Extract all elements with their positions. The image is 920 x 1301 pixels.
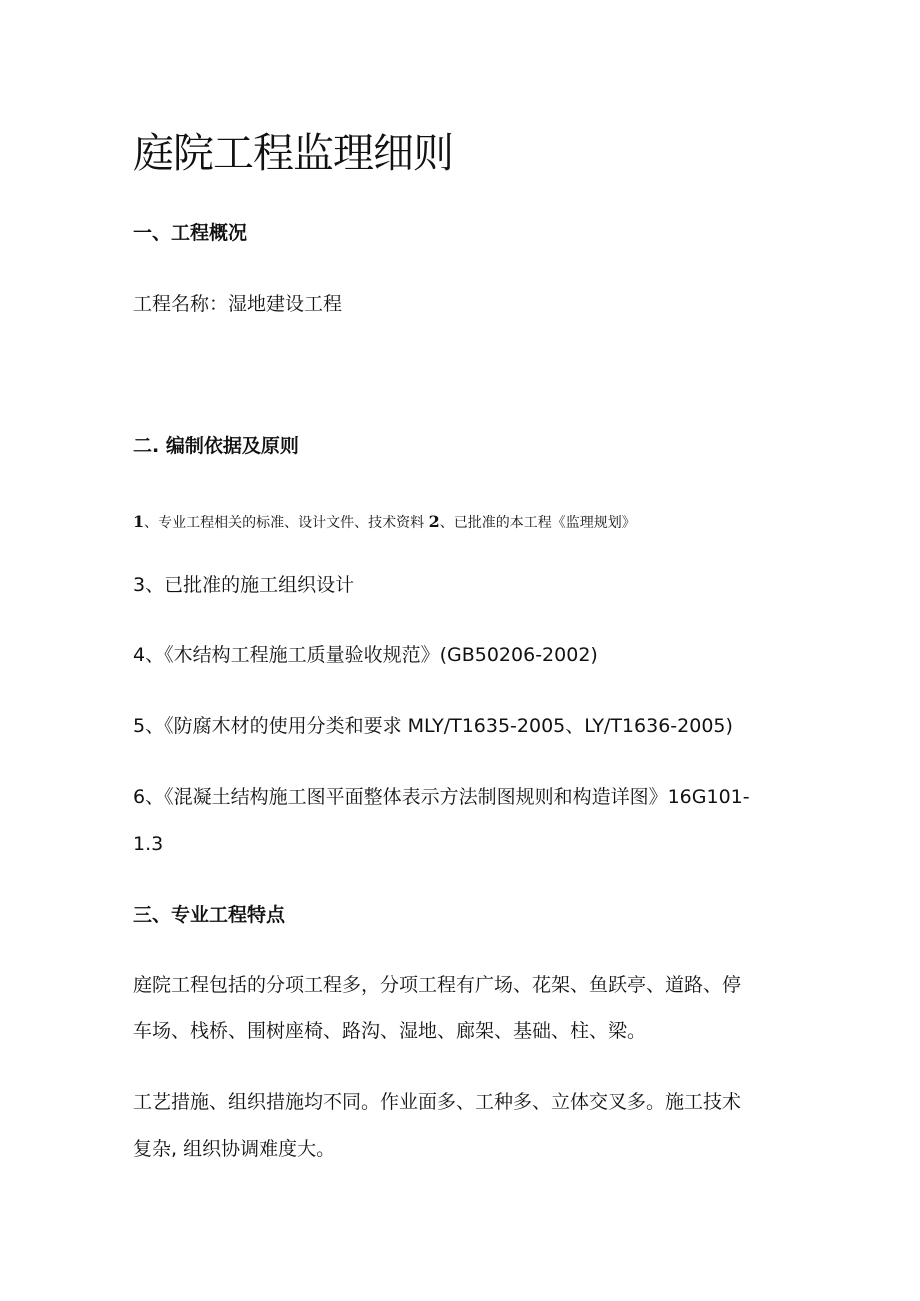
basis-item-3: 3、已批准的施工组织设计 [133,574,355,596]
item-2-number: 2 [428,512,440,531]
basis-item-4: 4、《木结构工程施工质量验收规范》(GB50206-2002) [133,644,598,666]
section-1-heading: 一、工程概况 [133,222,248,244]
document-title: 庭院工程监理细则 [133,129,453,177]
features-paragraph-2-line-1: 工艺措施、组织措施均不同。作业面多、工种多、立体交叉多。施工技术 [133,1091,742,1113]
item-1-number: 1 [133,512,145,531]
basis-item-6-line-1: 6、《混凝土结构施工图平面整体表示方法制图规则和构造详图》16G101- [133,786,750,808]
section-3-heading: 三、专业工程特点 [133,904,286,926]
section-2-heading: 二. 编制依据及原则 [133,435,299,457]
basis-item-6-line-2: 1.3 [133,833,164,855]
basis-item-5: 5、《防腐木材的使用分类和要求 MLY/T1635-2005、LY/T1636-2005) [133,715,733,737]
item-2-text: 、已批准的本工程《监理规划》 [439,515,636,531]
features-paragraph-1-line-1: 庭院工程包括的分项工程多，分项工程有广场、花架、鱼跃亭、道路、停 [133,974,742,996]
features-paragraph-1-line-2: 车场、栈桥、围树座椅、路沟、湿地、廊架、基础、柱、梁。 [133,1020,647,1042]
features-paragraph-2-line-2: 复杂, 组织协调难度大。 [133,1138,336,1160]
basis-items-1-2 [133,514,636,530]
item-1-text: 、专业工程相关的标准、设计文件、技术资料 [144,515,425,531]
project-name-line: 工程名称：湿地建设工程 [133,293,343,315]
